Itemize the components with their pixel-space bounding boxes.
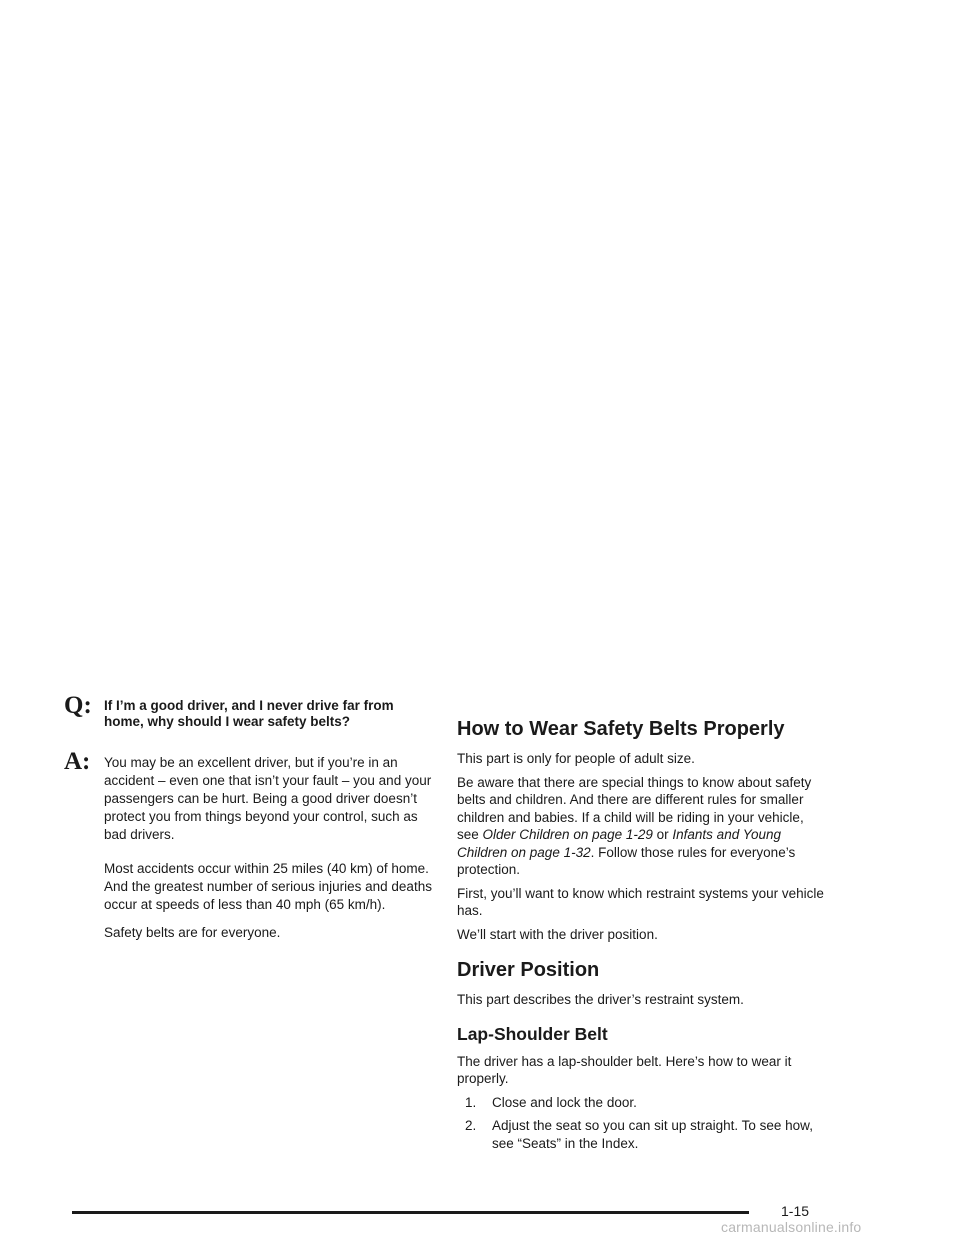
step-number: 2. (465, 1118, 477, 1133)
page-number: 1-15 (781, 1203, 810, 1219)
answer-block (64, 750, 436, 844)
step-item (465, 1094, 827, 1112)
children-text-b: or (652, 827, 673, 842)
link-infants-young-children[interactable]: Infants and Young Children on page 1-32 (457, 827, 782, 860)
step-number: 1. (465, 1094, 477, 1110)
link-older-children[interactable]: Older Children on page 1-29 (482, 827, 653, 842)
watermark: carmanualsonline.info (721, 1219, 862, 1235)
subsection-heading-lap-shoulder-belt: Lap-Shoulder Belt (457, 1023, 608, 1044)
question-block (64, 694, 436, 730)
answer-text: You may be an excellent driver, but if you’re in an accident – even one that isn’t your fault – you and your passengers can be hurt. Being a good driver doesn’t protect you from things beyond your control, such as bad drivers. (104, 755, 432, 842)
a-letter: A: (64, 748, 91, 775)
step-item (465, 1117, 827, 1152)
section-heading-wear-belts: How to Wear Safety Belts Properly (457, 718, 785, 740)
paragraph-driver-start: We’ll start with the driver position. (457, 926, 658, 942)
q-letter: Q: (64, 692, 92, 719)
paragraph-adult-size: This part is only for people of adult size. (457, 751, 695, 766)
paragraph-restraint-systems: First, you’ll want to know which restraint systems your vehicle has. (457, 885, 824, 918)
children-text-a: Be aware that there are special things to know about safety belts and children. And there are different rules for smaller children and babies. If a child will be riding in your vehicle, see (457, 774, 812, 842)
answer-paragraph-2: Safety belts are for everyone. (104, 925, 281, 940)
step-text: Adjust the seat so you can sit up straight. To see how, see “Seats” in the Index. (492, 1118, 813, 1151)
answer-paragraph-1: Most accidents occur within 25 miles (40 km) of home. And the greatest number of serious injuries and deaths occur at speeds of less than 40 mph (65 km/h). (104, 861, 432, 912)
children-text-c: . Follow those rules for everyone’s protection. (457, 844, 796, 877)
footer-rule (72, 1211, 749, 1214)
steps-list (457, 1094, 827, 1153)
section-heading-driver-position: Driver Position (457, 959, 600, 981)
paragraph-driver-restraint: This part describes the driver’s restraint system. (457, 992, 744, 1007)
content-column (457, 716, 827, 1152)
qa-column (64, 694, 436, 942)
paragraph-children (457, 774, 827, 879)
question-text: If I’m a good driver, and I never drive far from home, why should I wear safety belts? (104, 698, 394, 729)
step-text: Close and lock the door. (492, 1094, 637, 1110)
paragraph-lap-shoulder: The driver has a lap-shoulder belt. Here’s how to wear it properly. (457, 1053, 792, 1086)
